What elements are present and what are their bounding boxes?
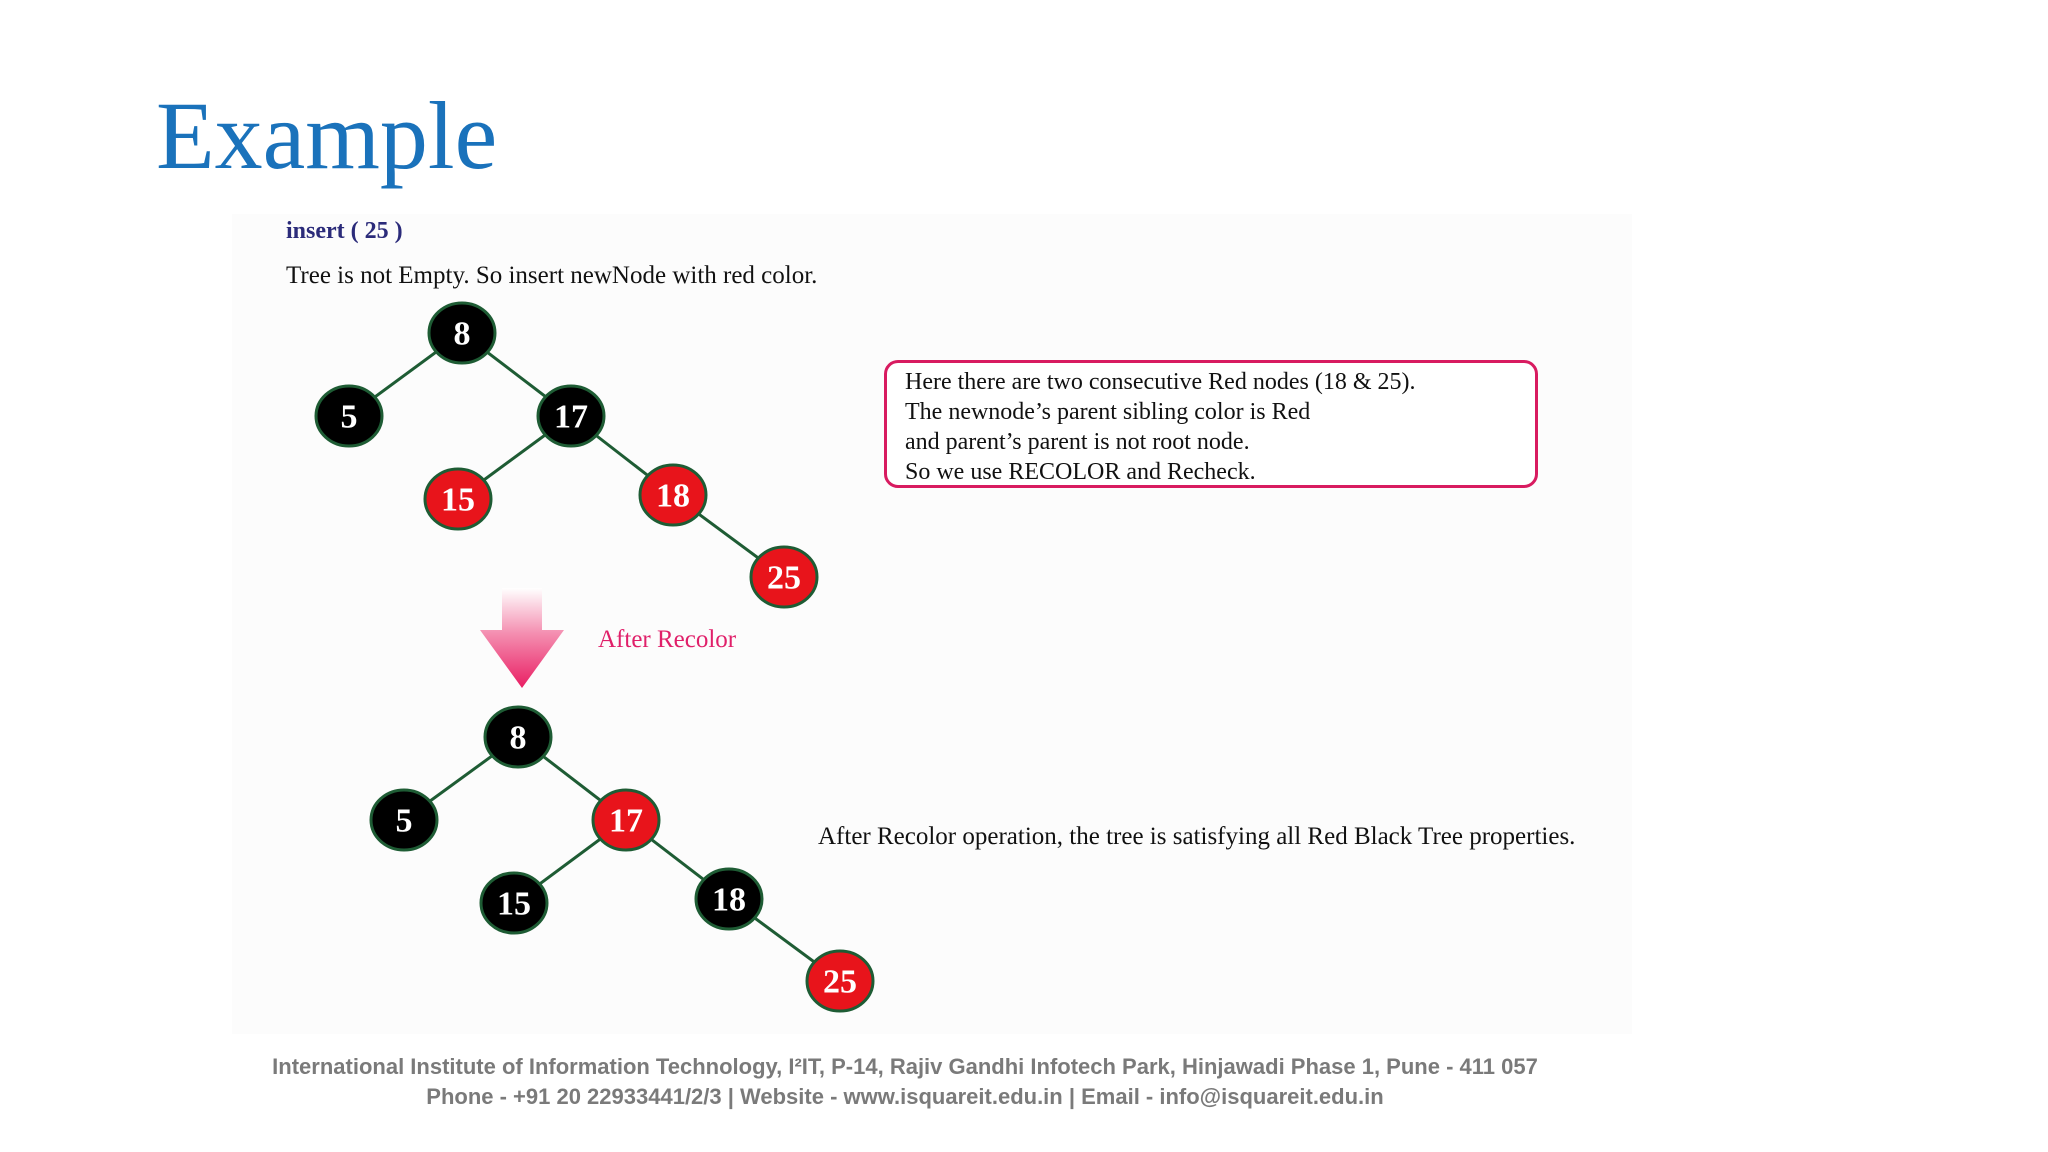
arrow-label: After Recolor: [598, 626, 737, 653]
down-arrow-icon: [480, 588, 564, 688]
after-node-label-25: 25: [823, 963, 857, 1001]
note-line: and parent’s parent is not root node.: [905, 429, 1250, 455]
before-node-label-18: 18: [656, 477, 690, 515]
before-node-label-8: 8: [453, 315, 471, 353]
tree-after: [371, 707, 873, 1011]
after-node-17: [593, 790, 659, 850]
before-node-label-15: 15: [441, 481, 475, 519]
before-node-label-25: 25: [767, 559, 801, 597]
before-node-5: [316, 386, 382, 446]
before-node-8: [429, 303, 495, 363]
after-node-15: [481, 873, 547, 933]
slide-title: Example: [156, 82, 498, 189]
before-node-label-5: 5: [340, 398, 358, 436]
before-node-15: [425, 469, 491, 529]
footer-contact: Phone - +91 20 22933441/2/3 | Website - www.isquareit.edu.in | Email - info@isquareit.edu.in: [426, 1084, 1384, 1109]
tree-before: [316, 303, 817, 607]
before-node-label-17: 17: [554, 398, 588, 436]
insert-heading: insert ( 25 ): [286, 218, 403, 244]
note-line: Here there are two consecutive Red nodes (18 & 25).: [905, 369, 1416, 395]
after-node-25: [807, 951, 873, 1011]
note-box: [884, 360, 1538, 488]
footer-address: International Institute of Information Technology, I²IT, P-14, Rajiv Gandhi Infotech Park, Hinjawadi Phase 1, Pune - 411 057: [272, 1054, 1538, 1079]
before-node-18: [640, 465, 706, 525]
after-node-18: [696, 869, 762, 929]
before-node-17: [538, 386, 604, 446]
after-node-label-5: 5: [395, 802, 413, 840]
after-node-label-8: 8: [509, 719, 527, 757]
footer: [0, 1052, 1810, 1112]
after-node-label-17: 17: [609, 802, 643, 840]
intro-text: Tree is not Empty. So insert newNode with red color.: [286, 262, 818, 289]
after-node-5: [371, 790, 437, 850]
before-node-25: [751, 547, 817, 607]
note-line: So we use RECOLOR and Recheck.: [905, 459, 1256, 485]
after-node-label-18: 18: [712, 881, 746, 919]
after-node-8: [485, 707, 551, 767]
after-node-label-15: 15: [497, 885, 531, 923]
after-recolor-text: After Recolor operation, the tree is satisfying all Red Black Tree properties.: [818, 823, 1576, 850]
note-line: The newnode’s parent sibling color is Red: [905, 399, 1311, 425]
